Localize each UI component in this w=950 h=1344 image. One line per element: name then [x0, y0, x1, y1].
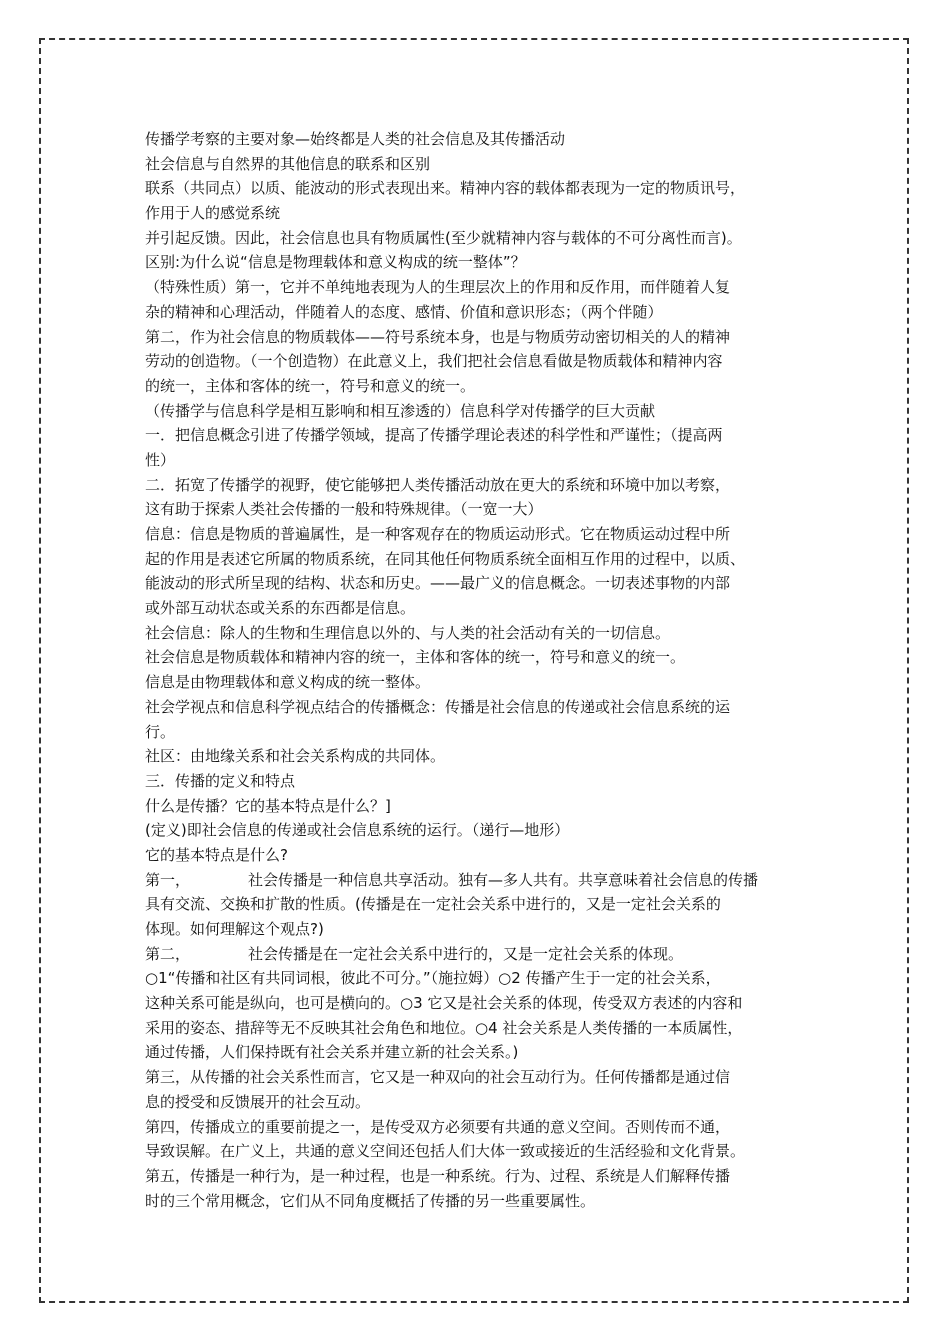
text-line: 区别:为什么说“信息是物理载体和意义构成的统一整体”？: [145, 253, 526, 272]
text-line: 社会信息：除人的生物和生理信息以外的、与人类的社会活动有关的一切信息。: [145, 623, 671, 642]
text-line: 或外部互动状态或关系的东西都是信息。: [145, 599, 416, 618]
text-line: 社区：由地缘关系和社会关系构成的共同体。: [145, 747, 446, 766]
text-line: 信息是由物理载体和意义构成的统一整体。: [145, 673, 431, 692]
text-line: 什么是传播？它的基本特点是什么？]: [145, 796, 391, 815]
text-line: (定义)即社会信息的传递或社会信息系统的运行。（递行—地形）: [145, 821, 570, 840]
text-line: 体现。如何理解这个观点?): [145, 920, 324, 938]
text-line: 第三，从传播的社会关系性而言，它又是一种双向的社会互动行为。任何传播都是通过信: [145, 1068, 731, 1087]
text-line: 杂的精神和心理活动，伴随着人的态度、感情、价值和意识形态；（两个伴随）: [145, 302, 663, 321]
text-line: 息的授受和反馈展开的社会互动。: [145, 1092, 371, 1111]
text-line: 具有交流、交换和扩散的性质。(传播是在一定社会关系中进行的，又是一定社会关系的: [145, 895, 721, 914]
point-two-text: 社会传播是在一定社会关系中进行的，又是一定社会关系的体现。: [248, 944, 684, 963]
text-line: ○1“传播和社区有共同词根，彼此不可分。”（施拉姆）○2 传播产生于一定的社会关系，: [145, 969, 721, 988]
text-line: 三．传播的定义和特点: [145, 771, 296, 790]
document-body: [145, 127, 810, 1213]
text-line: 的统一，主体和客体的统一，符号和意义的统一。: [145, 376, 476, 395]
text-line: 信息：信息是物质的普遍属性，是一种客观存在的物质运动形式。它在物质运动过程中所: [145, 525, 731, 543]
text-line: 第四，传播成立的重要前提之一，是传受双方必须要有共通的意义空间。否则传而不通，: [145, 1117, 731, 1136]
text-line: 社会信息是物质载体和精神内容的统一，主体和客体的统一，符号和意义的统一。: [145, 648, 686, 667]
text-line: （特殊性质）第一，它并不单纯地表现为人的生理层次上的作用和反作用，而伴随着人复: [145, 278, 731, 297]
text-line: 起的作用是表述它所属的物质系统，在同其他任何物质系统全面相互作用的过程中，以质、: [145, 549, 746, 568]
text-line: 性）: [145, 450, 176, 469]
text-line: 通过传播，人们保持既有社会关系并建立新的社会关系。): [145, 1043, 519, 1062]
text-line: 这有助于探索人类社会传播的一般和特殊规律。（一宽一大）: [145, 500, 543, 519]
text-line: 时的三个常用概念，它们从不同角度概括了传播的另一些重要属性。: [145, 1191, 596, 1210]
text-line: 能波动的形式所呈现的结构、状态和历史。——最广义的信息概念。一切表述事物的内部: [145, 574, 731, 593]
text-line: 并引起反馈。因此，社会信息也具有物质属性(至少就精神内容与载体的不可分离性而言)。: [145, 228, 742, 247]
text-line: 社会学视点和信息科学视点结合的传播概念：传播是社会信息的传递或社会信息系统的运: [145, 697, 731, 716]
text-line: 社会信息与自然界的其他信息的联系和区别: [145, 154, 431, 173]
text-line: 导致误解。在广义上，共通的意义空间还包括人们大体一致或接近的生活经验和文化背景。: [145, 1142, 746, 1161]
point-one-label: 第一，: [145, 870, 191, 889]
text-line: 一．把信息概念引进了传播学领域，提高了传播学理论表述的科学性和严谨性；（提高两: [145, 426, 723, 445]
text-line: 劳动的创造物。（一个创造物）在此意义上，我们把社会信息看做是物质载体和精神内容: [145, 352, 723, 371]
point-one-text: 社会传播是一种信息共享活动。独有—多人共有。共享意味着社会信息的传播: [248, 870, 759, 889]
point-two-line: [145, 942, 810, 967]
text-line: 第五，传播是一种行为，是一种过程，也是一种系统。行为、过程、系统是人们解释传播: [145, 1166, 731, 1185]
text-line: 这种关系可能是纵向，也可是横向的。○3 它又是社会关系的体现，传受双方表述的内容和: [145, 994, 743, 1013]
text-line: 二．拓宽了传播学的视野，使它能够把人类传播活动放在更大的系统和环境中加以考察，: [145, 475, 731, 494]
point-two-label: 第二，: [145, 944, 191, 963]
text-line: 作用于人的感觉系统: [145, 204, 281, 223]
text-line: 传播学考察的主要对象—始终都是人类的社会信息及其传播活动: [145, 130, 566, 148]
text-line: 它的基本特点是什么?: [145, 845, 288, 864]
text-line: 采用的姿态、措辞等无不反映其社会角色和地位。○4 社会关系是人类传播的一本质属性，: [145, 1018, 743, 1037]
text-line: （传播学与信息科学是相互影响和相互渗透的）信息科学对传播学的巨大贡献: [145, 401, 656, 420]
text-line: 行。: [145, 722, 176, 741]
point-one-line: [145, 868, 810, 893]
text-line: 第二，作为社会信息的物质载体——符号系统本身，也是与物质劳动密切相关的人的精神: [145, 327, 731, 346]
text-line: 联系（共同点）以质、能波动的形式表现出来。精神内容的载体都表现为一定的物质讯号，: [145, 179, 746, 198]
